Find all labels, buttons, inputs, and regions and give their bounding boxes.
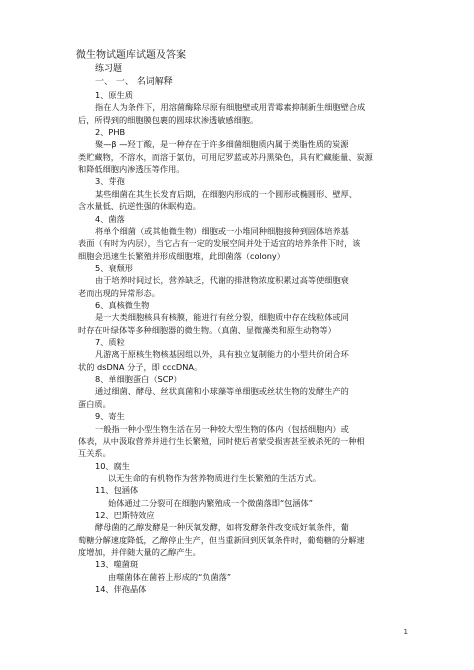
entry-text-line: 一般指一种小型生物生活在另一种较大型生物的体内（包括细胞内）或 <box>95 423 349 434</box>
entry-text-line: 以无生命的有机物作为营养物质进行生长繁殖的生活方式。 <box>108 472 321 483</box>
entry-text-line: 是一大类细胞核具有核膜，能进行有丝分裂，细胞质中存在线粒体或同 <box>95 312 349 323</box>
practice-label: 练习题 <box>95 64 123 74</box>
entry-heading: 5、衰颓形 <box>95 262 133 273</box>
page-number: 1 <box>403 628 408 636</box>
entry-heading: 8、单细胞蛋白（SCP） <box>95 374 182 385</box>
entry-text-line: 酵母菌的乙醇发酵是一种厌氧发酵，如将发酵条件改变成好氧条件，葡 <box>95 522 349 533</box>
entry-text-line: 凡游离于原核生物核基因组以外，具有独立复制能力的小型共价闭合环 <box>95 349 349 360</box>
entry-text-line: 指在人为条件下，用溶菌酶除尽原有细胞壁或用青霉素抑制新生细胞壁合成 <box>95 102 366 113</box>
entry-heading: 13、噬菌斑 <box>95 559 139 570</box>
entry-text-line: 度增加，并伴随大量的乙醇产生。 <box>78 547 201 557</box>
entry-text-line: 细胞会迅速生长繁殖并形成细胞堆，此即菌落（colony） <box>78 250 285 261</box>
entry-heading: 14、伴孢晶体 <box>95 584 147 594</box>
section-heading: 一、 一、 名词解释 <box>95 77 173 87</box>
entry-text-line: 某些细菌在其生长发育后期，在细胞内形成的一个圆形或椭圆形、壁厚、 <box>95 188 358 199</box>
entry-heading: 2、PHB <box>95 127 126 137</box>
entry-text-line: 老而出现的异常形态。 <box>78 287 160 298</box>
entry-heading: 12、巴斯特效应 <box>95 509 155 520</box>
entry-text-line: 后，所得到的细胞膜包裹的圆球状渗透敏感细胞。 <box>78 114 259 125</box>
entry-heading: 9、寄生 <box>95 411 125 422</box>
entry-heading: 10、腐生 <box>95 460 130 471</box>
entry-text-line: 蛋白质。 <box>78 398 111 409</box>
entry-text-line: 由于培养时间过长，营养缺乏，代谢的排泄物浓度积累过高等使细胞衰 <box>95 275 349 286</box>
entry-text-line: 通过细菌、酵母、丝状真菌和小球藻等单细胞或丝状生物的发酵生产的 <box>95 386 349 397</box>
entry-heading: 11、包涵体 <box>95 485 139 496</box>
entry-text-line: 类贮藏物，不溶水，而溶于氯仿，可用尼罗蓝或苏丹黑染色，具有贮藏能量、炭源 <box>78 151 373 162</box>
entry-text-line: 由噬菌体在菌苔上形成的“负菌落” <box>108 571 232 582</box>
entry-text-line: 体表，从中汲取营养并进行生长繁殖，同时使后者蒙受损害甚至被杀死的一种相 <box>78 435 365 446</box>
entry-heading: 7、质粒 <box>95 337 125 347</box>
document-title: 微生物试题库试题及答案 <box>76 50 186 61</box>
entry-text-line: 含水量低、抗逆性强的休眠构造。 <box>78 201 201 212</box>
entry-text-line: 时存在叶绿体等多种细胞器的微生物。（真菌、显微藻类和原生动物等） <box>78 324 336 335</box>
entry-text-line: 状的 dsDNA 分子，即 cccDNA。 <box>78 361 203 372</box>
entry-text-line: 聚—β —羟丁酸，是一种存在于许多细菌细胞质内属于类脂性质的炭源 <box>95 139 349 150</box>
entry-text-line: 将单个细菌（或其他微生物）细胞或一小堆同种细胞接种到固体培养基 <box>95 225 349 236</box>
entry-heading: 3、芽孢 <box>95 176 125 187</box>
entry-text-line: 萄糖分解速度降低，乙醇停止生产，但当重新回到厌氧条件时，葡萄糖的分解速 <box>78 534 365 545</box>
entry-text-line: 表面（有时为内层），当它占有一定的发展空间并处于适宜的培养条件下时，该 <box>78 238 361 249</box>
entry-text-line: 和降低细胞内渗透压等作用。 <box>78 164 185 175</box>
entry-text-line: 互关系。 <box>78 448 111 459</box>
entry-heading: 4、菌落 <box>95 213 125 224</box>
entry-heading: 1、原生质 <box>95 90 133 100</box>
entry-heading: 6、真核微生物 <box>95 299 150 310</box>
entry-text-line: 始体通过二分裂可在细胞内繁殖成一个微菌落即“包涵体” <box>108 497 313 508</box>
